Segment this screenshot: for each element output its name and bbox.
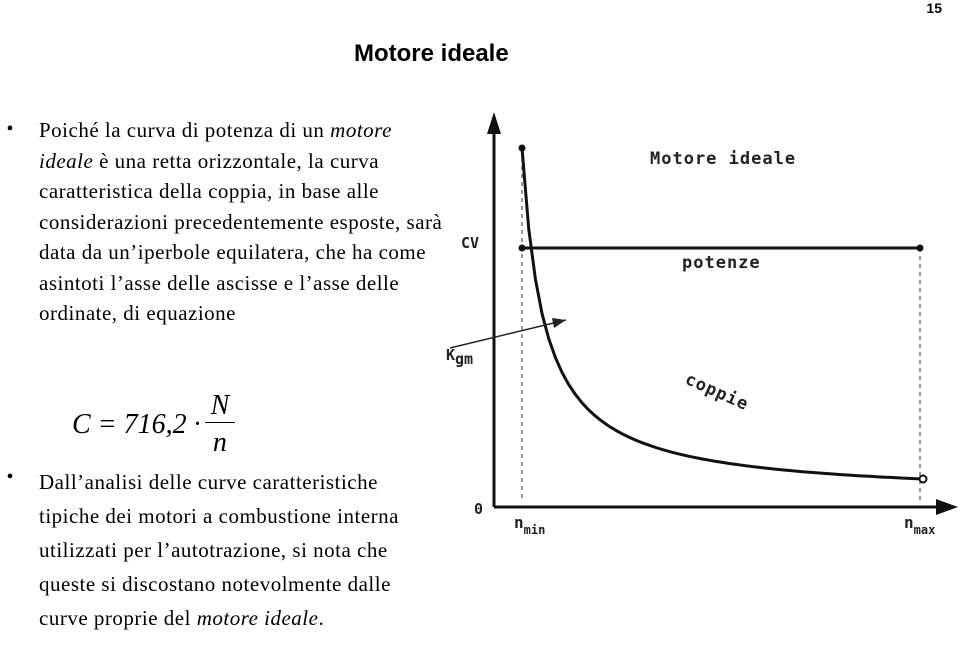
emphasis-term: motore ideale — [39, 118, 392, 173]
cv-label: CV — [461, 234, 480, 252]
bullet-marker: • — [6, 118, 14, 140]
ideal-engine-figure — [438, 110, 960, 550]
figure-title: Motore ideale — [650, 149, 797, 169]
y-axis-arrow — [487, 112, 501, 134]
page-title: Motore ideale — [354, 40, 509, 67]
paragraph-text: è una retta orizzontale, la curva caratteristica della coppia, in base alle considerazioni precedentemente esposte, sarà data da un’iperbole equilatera, che ha come asintoti l’asse delle ascisse e l’asse delle ordinate, di equazione — [39, 148, 443, 325]
nmax-label — [904, 513, 935, 537]
x-axis-arrow — [936, 499, 958, 515]
formula-lhs: C = 716,2 · — [72, 408, 201, 440]
paragraph-intro — [39, 115, 444, 329]
torque-end-point — [920, 476, 927, 483]
nmax-label-n: n — [904, 513, 914, 532]
kgm-pointer-arrowhead — [552, 318, 566, 328]
paragraph-text: Dall’analisi delle curve caratteristiche tipiche dei motori a combustione interna utilizzati per l’autotrazione, si nota che queste si discostano notevolmente dalle curve proprie del — [39, 470, 399, 630]
nmax-label-sub: max — [913, 523, 936, 537]
nmin-label — [514, 513, 545, 537]
nmin-label-n: n — [514, 513, 524, 532]
zero-label: 0 — [474, 500, 484, 518]
potenze-label: potenze — [682, 253, 761, 273]
paragraph-text: . — [318, 606, 325, 630]
kgm-label-k: K — [446, 346, 456, 364]
formula-denominator: n — [212, 427, 227, 458]
torque-formula — [72, 392, 235, 457]
paragraph-analysis — [39, 465, 434, 635]
power-end-point — [917, 245, 924, 252]
page-number: 15 — [926, 0, 942, 16]
kgm-label-gm: gm — [455, 350, 474, 368]
power-start-point — [519, 245, 526, 252]
coppie-label: coppie — [681, 369, 752, 415]
paragraph-text: Poiché la curva di potenza di un — [39, 118, 331, 142]
torque-curve — [522, 148, 923, 479]
formula-numerator: N — [205, 392, 236, 423]
kgm-label — [446, 346, 473, 368]
nmin-label-sub: min — [523, 523, 546, 537]
bullet-marker: • — [6, 466, 14, 488]
formula-fraction — [205, 392, 236, 457]
emphasis-term: motore ideale — [196, 606, 319, 630]
torque-start-point — [519, 145, 526, 152]
ideal-engine-diagram — [438, 110, 960, 550]
